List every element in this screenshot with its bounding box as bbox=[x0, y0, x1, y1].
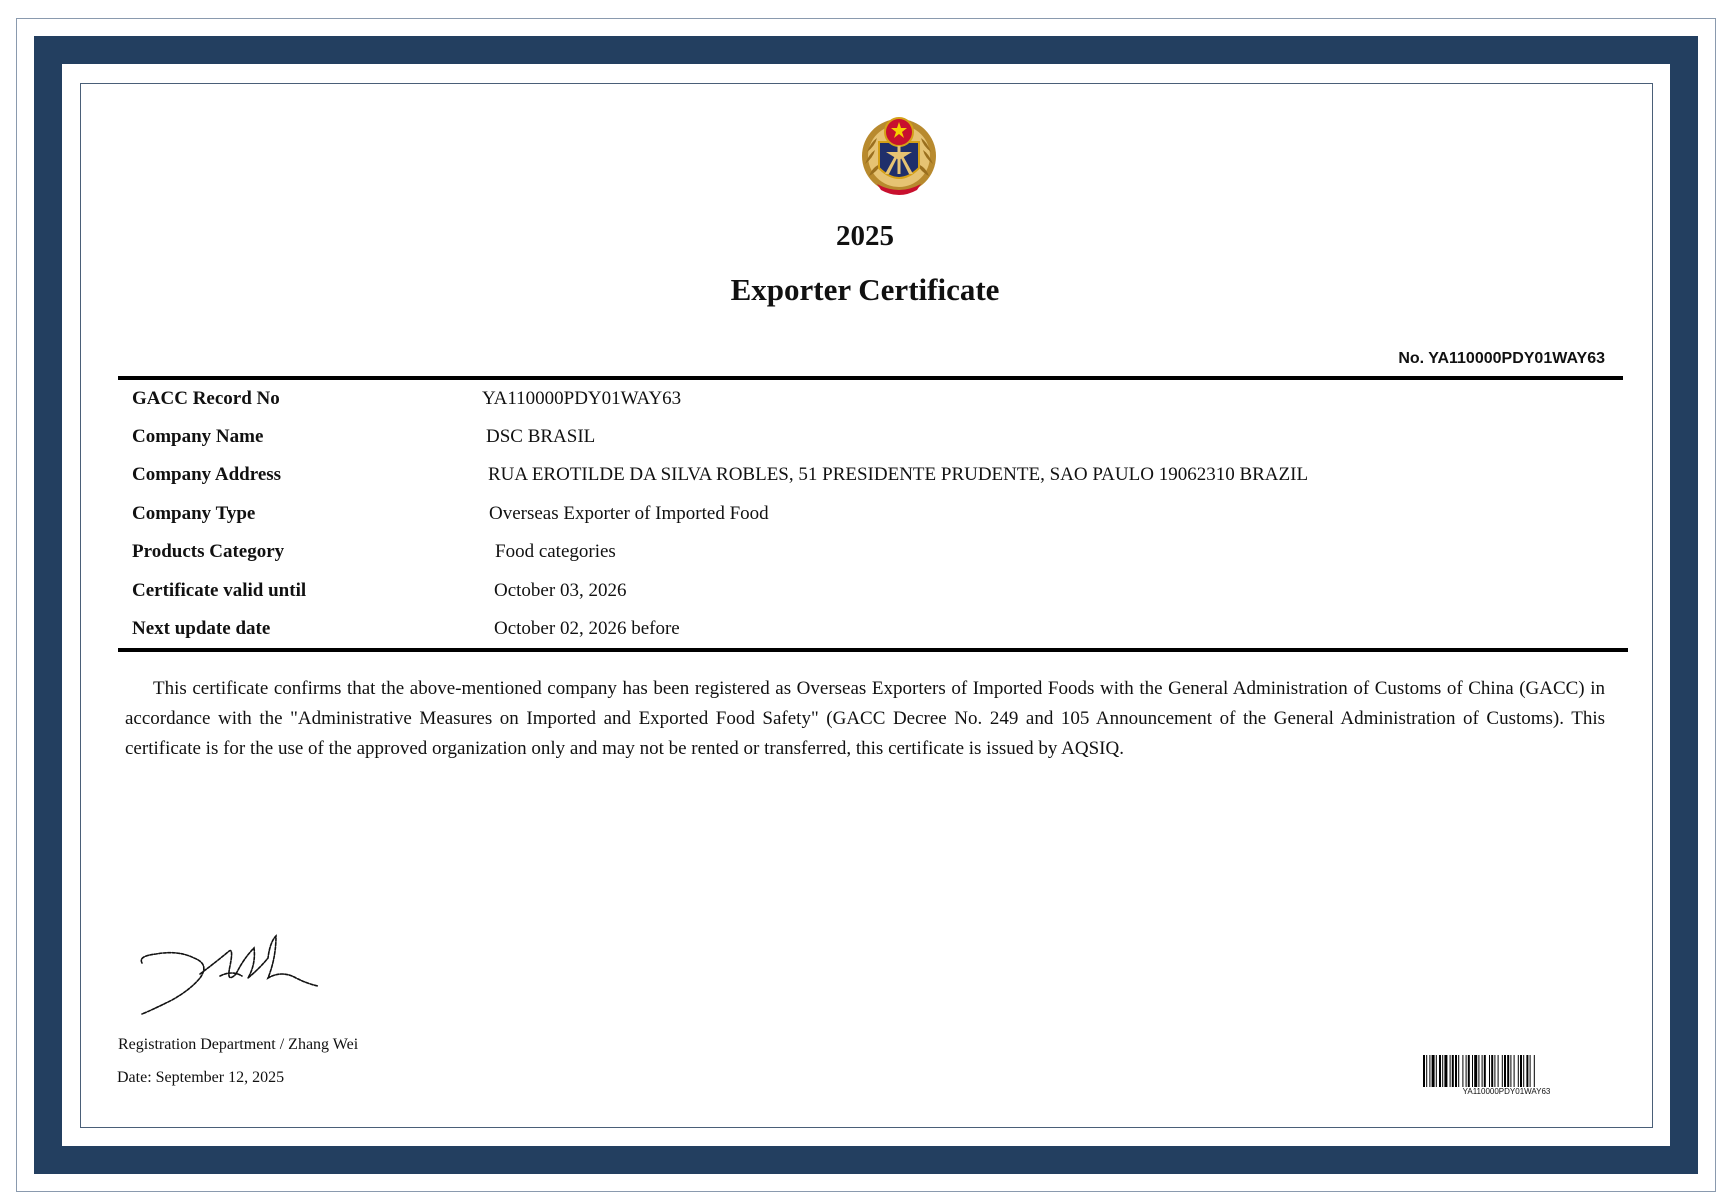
certificate-year: 2025 bbox=[836, 220, 894, 252]
certificate-title: Exporter Certificate bbox=[730, 272, 1000, 307]
certificate-number: No. YA110000PDY01WAY63 bbox=[1398, 350, 1605, 367]
field-value: Food categories bbox=[495, 541, 616, 562]
barcode-text: YA110000PDY01WAY63 bbox=[1462, 1087, 1551, 1096]
field-label: Products Category bbox=[132, 541, 285, 562]
table-bottom-rule bbox=[118, 648, 1628, 652]
field-row-valid-until bbox=[0, 572, 1730, 610]
customs-emblem-icon bbox=[859, 112, 939, 196]
field-label: Company Name bbox=[132, 426, 264, 447]
field-row-company-type bbox=[0, 495, 1730, 533]
field-row-products-category bbox=[0, 533, 1730, 571]
certificate-statement: This certificate confirms that the above-mentioned company has been registered as Overseas Exporters of Imported Foods with the General Administration of Customs of China (GACC) in accordance with the "Administrative Measures on Imported and Exported Food Safety" (GACC Decree No. 249 and 105 Announcement of the General Administration of Customs). This certificate is for the use of the approved organization only and may not be rented or transferred, this certificate is issued by AQSIQ. bbox=[125, 678, 1605, 759]
field-row-next-update bbox=[0, 610, 1730, 648]
field-label: Certificate valid until bbox=[132, 580, 307, 601]
issue-date: Date: September 12, 2025 bbox=[117, 1069, 285, 1086]
field-row-gacc-record bbox=[0, 380, 1730, 418]
field-label: Company Type bbox=[132, 503, 256, 524]
field-value: RUA EROTILDE DA SILVA ROBLES, 51 PRESIDENTE PRUDENTE, SAO PAULO 19062310 BRAZIL bbox=[488, 464, 1309, 485]
field-value: Overseas Exporter of Imported Food bbox=[489, 503, 769, 524]
field-label: Next update date bbox=[132, 618, 271, 639]
field-row-company-address bbox=[0, 456, 1730, 494]
signature-image bbox=[136, 928, 326, 1023]
barcode-icon bbox=[1423, 1055, 1590, 1087]
field-label: GACC Record No bbox=[132, 388, 280, 409]
field-value: October 02, 2026 before bbox=[494, 618, 680, 639]
signatory-department: Registration Department / Zhang Wei bbox=[118, 1036, 359, 1053]
field-value: YA110000PDY01WAY63 bbox=[482, 388, 682, 409]
field-label: Company Address bbox=[132, 464, 282, 485]
field-value: DSC BRASIL bbox=[486, 426, 596, 447]
field-row-company-name bbox=[0, 418, 1730, 456]
field-value: October 03, 2026 bbox=[494, 580, 627, 601]
